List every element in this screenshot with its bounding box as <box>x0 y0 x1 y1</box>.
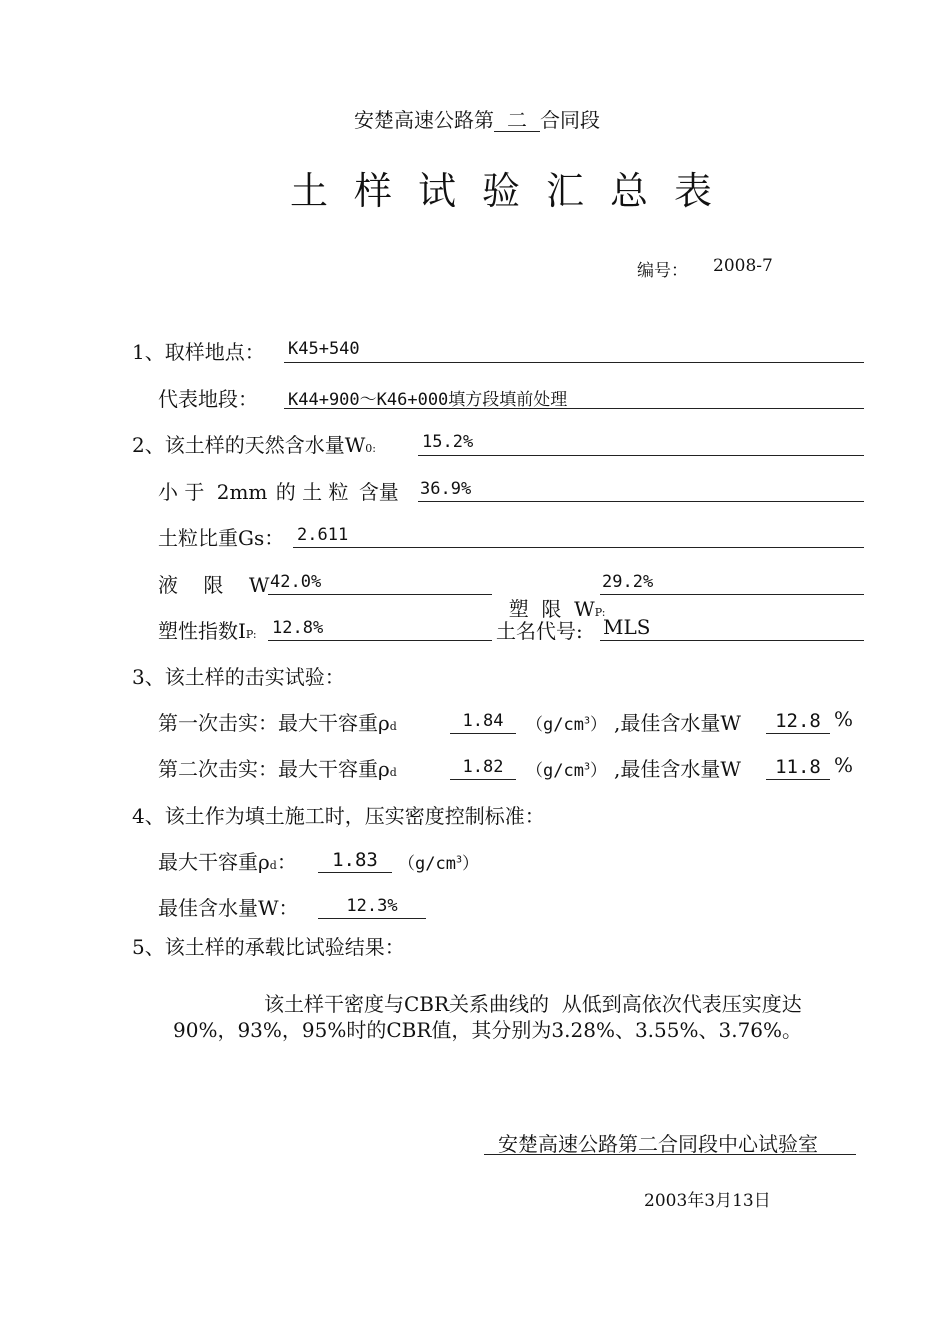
second-unit-sup: 3 <box>583 761 590 773</box>
natural-moisture-sub: 0: <box>365 442 376 455</box>
location-label: 1、取样地点： <box>132 340 265 364</box>
second-unit-close: ） <box>589 761 607 781</box>
control-density-underline <box>318 872 392 873</box>
first-unit-close: ） <box>589 715 607 735</box>
first-optimum-value: 12.8 <box>775 710 821 732</box>
control-unit-sup: 3 <box>455 854 462 866</box>
lab-signature-underline <box>484 1154 856 1155</box>
soil-code-underline <box>600 640 864 641</box>
under-2mm-underline <box>418 501 864 502</box>
second-max-density-value: 1.82 <box>462 757 504 777</box>
specific-gravity-underline <box>293 547 864 548</box>
second-optimum-label: ,最佳含水量W <box>614 757 741 781</box>
under-2mm-d: 含量 <box>358 480 399 504</box>
plasticity-index-label <box>158 615 257 644</box>
plasticity-index-underline <box>268 640 492 641</box>
first-max-density-value: 1.84 <box>462 711 504 731</box>
specific-gravity-value: 2.611 <box>297 525 349 545</box>
natural-moisture-text: 2、该土样的天然含水量W <box>132 433 366 457</box>
location-underline <box>284 362 864 363</box>
specific-gravity-label: 土粒比重Gs： <box>158 526 285 550</box>
control-moisture-value: 12.3% <box>346 896 398 916</box>
control-unit-close: ） <box>461 854 479 874</box>
page-title: 土样试验汇总表 <box>290 169 739 213</box>
under-2mm-label <box>158 476 399 505</box>
first-percent: % <box>834 707 854 731</box>
doc-number-value: 2008-7 <box>713 256 773 276</box>
cbr-result-line-2: 90%，93%，95%时的CBR值，其分别为3.28%、3.55%、3.76%。 <box>173 1018 803 1042</box>
plastic-limit-underline <box>600 594 864 595</box>
under-2mm-b: 2mm <box>216 480 268 504</box>
first-density-unit <box>526 710 607 735</box>
section-number: 二 <box>494 109 540 132</box>
second-compaction-text: 第二次击实：最大干容重ρ <box>158 757 390 781</box>
first-rho-sub: d <box>389 720 397 733</box>
plasticity-index-text: 塑性指数I <box>158 619 246 643</box>
segment-value: K44+900～K46+000填方段填前处理 <box>288 390 568 410</box>
segment-label: 代表地段： <box>158 387 258 411</box>
first-compaction-label <box>158 707 397 736</box>
natural-moisture-underline <box>418 455 864 456</box>
plasticity-index-sub: P: <box>245 628 257 641</box>
first-optimum-label: ,最佳含水量W <box>614 711 741 735</box>
natural-moisture-value: 15.2% <box>422 432 474 452</box>
control-moisture-underline <box>318 918 426 919</box>
under-2mm-c: 的 土 粒 <box>275 480 349 504</box>
cbr-heading: 5、该土样的承载比试验结果： <box>132 935 405 959</box>
plastic-limit-sub: P: <box>594 606 606 619</box>
first-compaction-text: 第一次击实：最大干容重ρ <box>158 711 390 735</box>
soil-code-label: 土名代号: <box>496 619 583 643</box>
under-2mm-value: 36.9% <box>420 479 472 499</box>
doc-number-label: 编号： <box>637 261 688 281</box>
second-unit-open: （g/cm <box>526 761 584 781</box>
control-density-value: 1.83 <box>332 849 378 871</box>
first-optimum-underline <box>766 733 830 734</box>
first-unit-sup: 3 <box>583 715 590 727</box>
control-standard-heading: 4、该土作为填土施工时，压实密度控制标准： <box>132 804 545 828</box>
cbr-result-line-1: 该土样干密度与CBR关系曲线的 从低到高依次代表压实度达 <box>264 992 802 1016</box>
report-date: 2003年3月13日 <box>644 1191 771 1211</box>
second-max-density-underline <box>450 779 516 780</box>
second-optimum-underline <box>766 779 830 780</box>
project-header <box>354 104 600 133</box>
control-density-label <box>158 846 297 875</box>
second-optimum-value: 11.8 <box>775 756 821 778</box>
liquid-limit-label: 液 限 W <box>158 573 270 597</box>
control-density-text: 最大干容重ρ <box>158 850 270 874</box>
plastic-limit-text: 塑 限 W <box>508 597 595 621</box>
soil-code-value: MLS <box>603 615 651 639</box>
liquid-limit-value: 42.0% <box>270 572 322 592</box>
location-value: K45+540 <box>288 339 360 359</box>
first-unit-open: （g/cm <box>526 715 584 735</box>
control-density-unit <box>398 849 479 874</box>
compaction-heading: 3、该土样的击实试验： <box>132 665 345 689</box>
project-suffix: 合同段 <box>540 108 600 132</box>
liquid-limit-underline <box>268 594 492 595</box>
plastic-limit-value: 29.2% <box>602 572 654 592</box>
control-density-sub: d <box>269 859 277 872</box>
project-prefix: 安楚高速公路第 <box>354 108 494 132</box>
segment-underline <box>284 408 864 409</box>
second-compaction-label <box>158 753 397 782</box>
second-rho-sub: d <box>389 766 397 779</box>
lab-signature: 安楚高速公路第二合同段中心试验室 <box>498 1132 818 1156</box>
under-2mm-a: 小 于 <box>158 480 205 504</box>
first-max-density-underline <box>450 733 516 734</box>
control-density-colon: ： <box>276 850 297 874</box>
second-percent: % <box>834 753 854 777</box>
control-unit-open: （g/cm <box>398 854 456 874</box>
second-density-unit <box>526 756 607 781</box>
natural-moisture-label <box>132 429 376 458</box>
plasticity-index-value: 12.8% <box>272 618 324 638</box>
control-moisture-label: 最佳含水量W： <box>158 896 299 920</box>
